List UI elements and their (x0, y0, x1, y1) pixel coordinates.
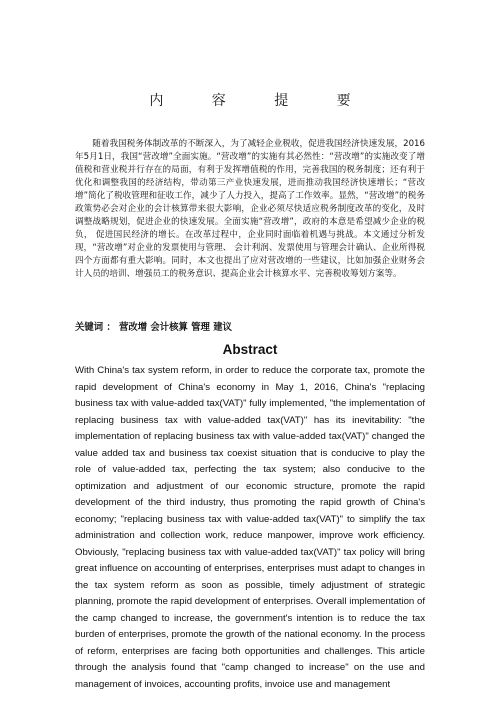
english-abstract-title: Abstract (222, 342, 278, 357)
english-abstract-paragraph: With China's tax system reform, in order to reduce the corporate tax, promote the rapid development of China's economy in May 1, 2016, China's "replacing business tax with value-added tax(VAT)" fully implemented, "the implementation of replacing business tax with value-added tax(VAT)" has its inevitability: "the implementation of replacing business tax with value-added tax(VAT)" changed the value added tax and business tax coexist situation that is conducive to play the role of value-added tax, perfecting the tax system; also conducive to the optimization and adjustment of our economic structure, promote the rapid development of the third industry, thus promoting the rapid growth of China's economy; "replacing business tax with value-added tax(VAT)" to simplify the tax administration and collection work, reduce manpower, improve work efficiency. Obviously, "replacing business tax with value-added tax(VAT)" tax policy will bring great influence on accounting of enterprises, enterprises must adapt to changes in the tax system reform as soon as possible, timely adjustment of strategic planning, promote the rapid development of enterprises. Overall implementation of the camp changed to increase, the government's intention is to reduce the tax burden of enterprises, promote the growth of the national economy. In the process of reform, enterprises are facing both opportunities and challenges. This article through the analysis found that "camp changed to increase" on the use and management of invoices, accounting profits, invoice use and management (75, 365, 425, 690)
chinese-title: 内 容 提 要 (149, 93, 373, 109)
keywords-line: 关键词 ： 营改增 会计核算 管理 建议 (75, 322, 232, 333)
chinese-abstract-paragraph: 随着我国税务体制改革的不断深入，为了减轻企业税收，促进我国经济快速发展，2016年5月1日，我国“营改增”全面实施。“营改增”的实施有其必然性：“营改增”的实施改变了增值税和营业税并行存在的局面，有利于发挥增值税的作用，完善我国的税务制度；还有利于优化和调整我国的经济结构，带动第三产业快速发展，进而推动我国经济快速增长；“营改增”简化了税收管理和征收工作，减少了人力投入，提高了工作效率。显然，“营改增”的税务政策势必会对企业的会计核算带来很大影响，企业必须尽快适应税务制度改革的变化，及时调整战略规划，促进企业的快速发展。全面实施“营改增”，政府的本意是希望减少企业的税负， 促进国民经济的增长。在改革过程中，企业同时面临着机遇与挑战。本文通过分析发现，“营改增”对企业的发票使用与管理、 会计利润、发票使用与管理会计确认、企业所得税四个方面都有重大影响。同时，本文也提出了应对营改增的一些建议，比如加强企业财务会计人员的培训、增强员工的税务意识、提高企业会计核算水平、完善税收筹划方案等。 (75, 139, 425, 280)
